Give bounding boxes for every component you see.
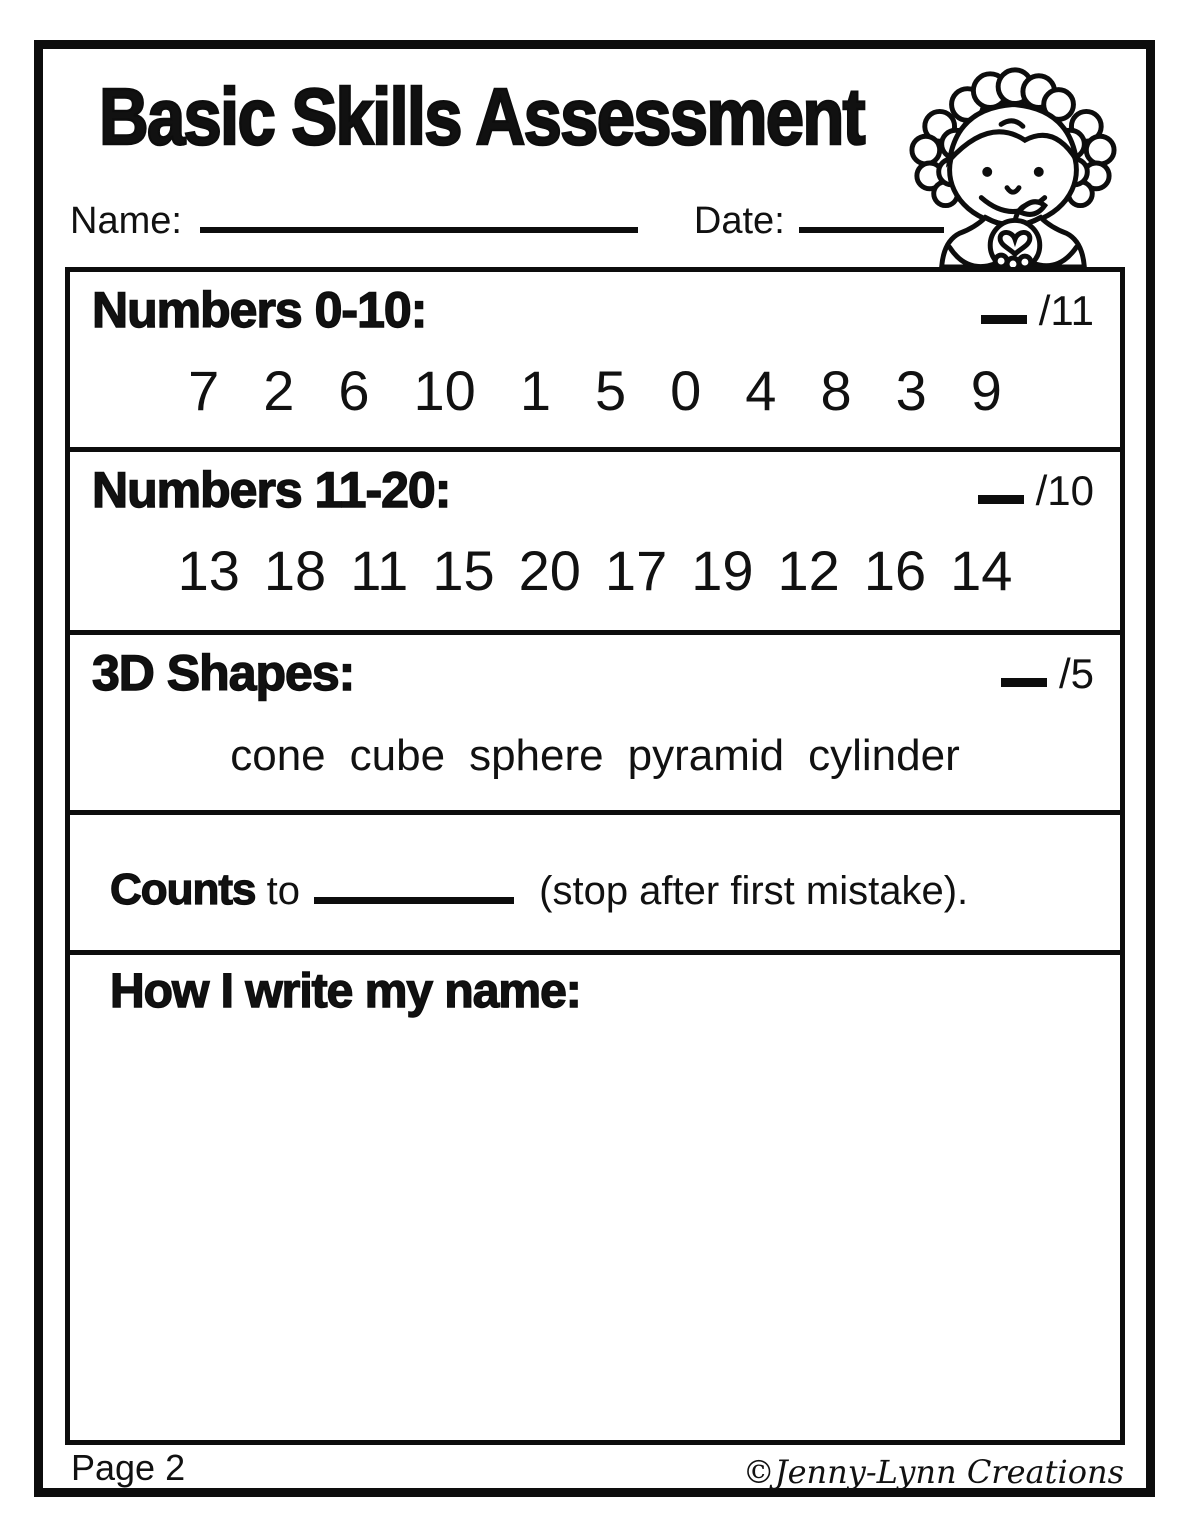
girl-holding-apple-icon: [906, 53, 1120, 267]
section-counting: [65, 810, 1125, 955]
score-area: [978, 467, 1094, 514]
section-numbers-0-10: [65, 267, 1125, 452]
score-blank-line[interactable]: [981, 315, 1027, 324]
section-name-writing: [65, 950, 1125, 1445]
score-blank-line[interactable]: [1001, 678, 1047, 687]
shape-item: cylinder: [808, 730, 960, 780]
name-label: Name:: [70, 200, 182, 242]
credit-text: ©Jenny-Lynn Creations: [742, 1453, 1124, 1491]
number-item: 6: [338, 358, 370, 422]
score-area: [981, 287, 1094, 334]
number-item: 15: [432, 538, 495, 602]
counts-connector: to: [266, 869, 301, 913]
score-total: /10: [1035, 467, 1094, 514]
section-heading: How I write my name:: [110, 965, 581, 1018]
score-blank-line[interactable]: [978, 495, 1024, 504]
number-item: 2: [263, 358, 295, 422]
number-item: 10: [413, 358, 476, 422]
shape-item: cube: [349, 730, 446, 780]
section-heading: Numbers 0-10:: [92, 282, 427, 338]
number-item: 18: [263, 538, 327, 602]
number-item: 3: [895, 358, 927, 422]
shape-item: cone: [230, 730, 326, 780]
page-number: Page 2: [71, 1447, 186, 1488]
number-items-row: [92, 538, 1098, 602]
number-item: 12: [777, 538, 840, 602]
section-numbers-11-20: [65, 447, 1125, 635]
sections-column: [65, 267, 1125, 1445]
name-blank-line[interactable]: [200, 197, 638, 233]
shape-item: pyramid: [627, 730, 785, 780]
number-items-row: [92, 358, 1098, 422]
name-writing-area[interactable]: [80, 1035, 1110, 1430]
date-label: Date:: [693, 200, 785, 242]
score-total: /5: [1058, 650, 1094, 697]
score-total: /11: [1038, 287, 1094, 334]
number-item: 4: [745, 358, 777, 422]
number-item: 13: [177, 538, 240, 602]
page-title: Basic Skills Assessment: [99, 72, 864, 161]
section-heading: Numbers 11-20:: [92, 462, 451, 518]
number-item: 1: [519, 358, 551, 422]
number-item: 20: [518, 538, 581, 602]
number-item: 14: [950, 538, 1013, 602]
score-area: [1001, 650, 1094, 697]
number-item: 19: [691, 538, 754, 602]
shape-items-row: [92, 730, 1098, 780]
section-heading: 3D Shapes:: [92, 645, 355, 701]
number-item: 8: [820, 358, 852, 422]
shape-item: sphere: [469, 730, 604, 780]
number-item: 9: [970, 358, 1002, 422]
number-item: 11: [350, 538, 409, 602]
worksheet-frame: [34, 40, 1155, 1497]
number-item: 0: [670, 358, 702, 422]
counts-blank-line[interactable]: [314, 867, 514, 904]
section-3d-shapes: [65, 630, 1125, 815]
number-item: 5: [594, 358, 627, 422]
counts-label: Counts: [110, 865, 256, 914]
number-item: 7: [188, 358, 220, 422]
number-item: 17: [604, 538, 668, 602]
counts-note: (stop after first mistake).: [539, 869, 969, 913]
number-item: 16: [863, 538, 927, 602]
